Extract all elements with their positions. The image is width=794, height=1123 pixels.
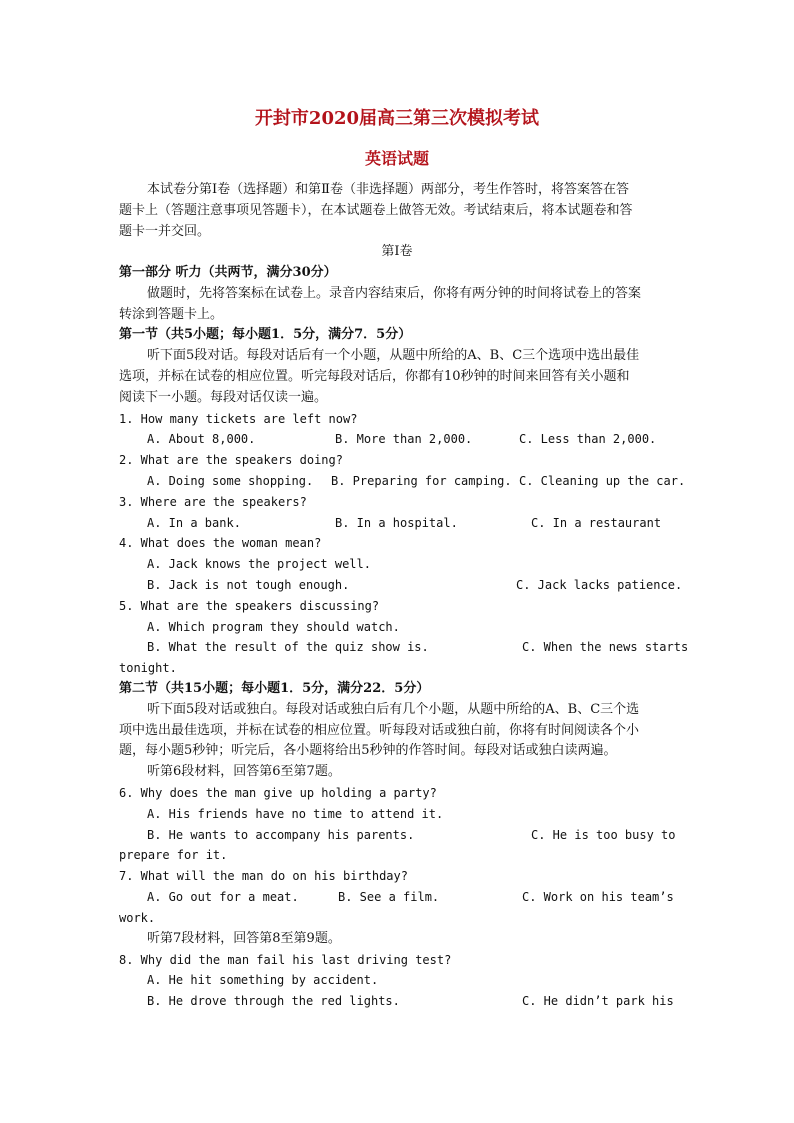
question-7-option-c-continued: work. bbox=[119, 911, 156, 925]
section2-instruction-2: 项中选出最佳选项，并标在试卷的相应位置。听每段对话或独白前，你将有时间阅读各个小 bbox=[119, 723, 640, 738]
section1-heading: 第一节（共5小题；每小题1．5分，满分7．5分） bbox=[119, 327, 412, 342]
section1-instruction-2: 选项，并标在试卷的相应位置。听完每段对话后，你都有10秒钟的时间来回答有关小题和 bbox=[119, 369, 630, 384]
question-6-stem: 6. Why does the man give up holding a party? bbox=[119, 786, 437, 800]
question-5-option-c: C. When the news starts bbox=[522, 640, 689, 654]
section1-instruction-3: 阅读下一小题。每段对话仅读一遍。 bbox=[119, 390, 328, 405]
question-8-option-a: A. He hit something by accident. bbox=[147, 973, 379, 987]
question-3-option-b: B. In a hospital. bbox=[335, 516, 458, 530]
question-1-stem: 1. How many tickets are left now? bbox=[119, 412, 358, 426]
question-4-option-a: A. Jack knows the project well. bbox=[147, 557, 371, 571]
question-1-option-c: C. Less than 2,000. bbox=[519, 432, 657, 446]
question-4-option-c: C. Jack lacks patience. bbox=[516, 578, 683, 592]
exam-subtitle: 英语试题 bbox=[364, 149, 429, 168]
material-7-note: 听第7段材料，回答第8至第9题。 bbox=[147, 931, 341, 946]
part1-heading: 第一部分 听力（共两节，满分30分） bbox=[119, 265, 337, 280]
question-8-stem: 8. Why did the man fail his last driving test? bbox=[119, 953, 452, 967]
question-6-option-b: B. He wants to accompany his parents. bbox=[147, 828, 415, 842]
volume-label: 第Ⅰ卷 bbox=[381, 244, 413, 259]
question-8-option-c: C. He didn’t park his bbox=[522, 994, 674, 1008]
question-2-option-b: B. Preparing for camping. bbox=[331, 474, 512, 488]
question-5-option-c-continued: tonight. bbox=[119, 661, 177, 675]
section2-heading: 第二节（共15小题；每小题1．5分，满分22．5分） bbox=[119, 681, 430, 696]
section1-instruction-1: 听下面5段对话。每段对话后有一个小题，从题中所给的A、B、C三个选项中选出最佳 bbox=[147, 348, 640, 363]
question-3-option-c: C. In a restaurant bbox=[531, 516, 662, 530]
question-3-option-a: A. In a bank. bbox=[147, 516, 241, 530]
question-8-option-b: B. He drove through the red lights. bbox=[147, 994, 400, 1008]
question-6-option-c-continued: prepare for it. bbox=[119, 848, 228, 862]
part1-instruction-2: 转涂到答题卡上。 bbox=[119, 307, 224, 322]
intro-line-1: 本试卷分第Ⅰ卷（选择题）和第Ⅱ卷（非选择题）两部分，考生作答时，将答案答在答 bbox=[147, 182, 629, 197]
question-5-option-a: A. Which program they should watch. bbox=[147, 620, 400, 634]
exam-title: 开封市2020届高三第三次模拟考试 bbox=[254, 108, 540, 129]
intro-line-3: 题卡一并交回。 bbox=[119, 224, 211, 239]
question-1-option-b: B. More than 2,000. bbox=[335, 432, 473, 446]
question-7-option-b: B. See a film. bbox=[338, 890, 440, 904]
question-3-stem: 3. Where are the speakers? bbox=[119, 495, 307, 509]
question-2-option-c: C. Cleaning up the car. bbox=[519, 474, 686, 488]
question-6-option-a: A. His friends have no time to attend it. bbox=[147, 807, 444, 821]
question-4-option-b: B. Jack is not tough enough. bbox=[147, 578, 350, 592]
question-6-option-c: C. He is too busy to bbox=[531, 828, 676, 842]
question-7-stem: 7. What will the man do on his birthday? bbox=[119, 869, 408, 883]
question-7-option-c: C. Work on his team’s bbox=[522, 890, 674, 904]
question-5-option-b: B. What the result of the quiz show is. bbox=[147, 640, 429, 654]
question-1-option-a: A. About 8,000. bbox=[147, 432, 256, 446]
question-2-option-a: A. Doing some shopping. bbox=[147, 474, 314, 488]
question-2-stem: 2. What are the speakers doing? bbox=[119, 453, 343, 467]
intro-line-2: 题卡上（答题注意事项见答题卡），在本试题卷上做答无效。考试结束后，将本试题卷和答 bbox=[119, 203, 633, 218]
question-7-option-a: A. Go out for a meat. bbox=[147, 890, 299, 904]
question-4-stem: 4. What does the woman mean? bbox=[119, 536, 322, 550]
section2-instruction-3: 题，每小题5秒钟；听完后，各小题将给出5秒钟的作答时间。每段对话或独白读两遍。 bbox=[119, 743, 617, 758]
material-6-note: 听第6段材料，回答第6至第7题。 bbox=[147, 764, 341, 779]
question-5-stem: 5. What are the speakers discussing? bbox=[119, 599, 380, 613]
part1-instruction-1: 做题时，先将答案标在试卷上。录音内容结束后，你将有两分钟的时间将试卷上的答案 bbox=[147, 286, 642, 301]
section2-instruction-1: 听下面5段对话或独白。每段对话或独白后有几个小题，从题中所给的A、B、C三个选 bbox=[147, 702, 640, 717]
